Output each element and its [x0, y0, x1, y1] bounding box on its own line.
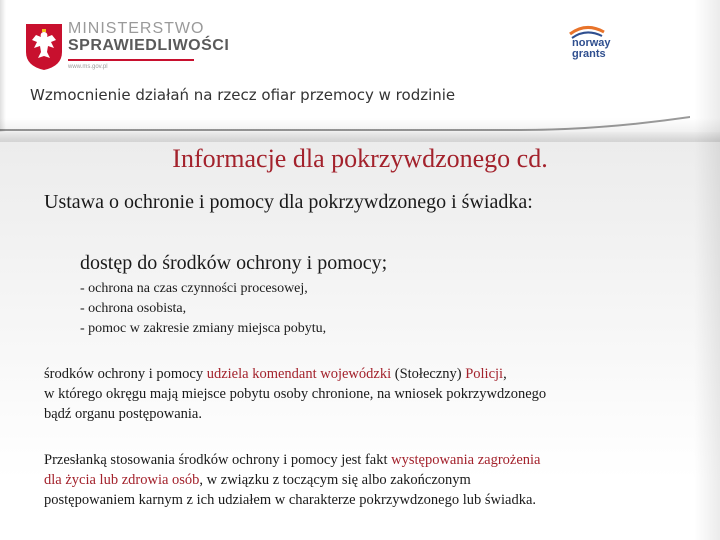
highlight-segment: udziela komendant wojewódzki — [206, 366, 392, 382]
text-segment: środków ochrony i pomocy — [44, 366, 207, 382]
right-edge-shade — [694, 0, 720, 540]
list-item: - pomoc w zakresie zmiany miejsca pobytu, — [80, 321, 327, 336]
norway-grants-line1: norway — [572, 37, 611, 49]
protection-list — [80, 279, 326, 339]
text-segment: (Stołeczny) — [391, 366, 466, 382]
ministry-url: www.ms.gov.pl — [68, 64, 108, 70]
header — [0, 0, 720, 132]
left-edge-shade — [0, 0, 6, 132]
polish-eagle-emblem-icon — [24, 22, 64, 72]
ministry-name-line2: SPRAWIEDLIWOŚCI — [68, 37, 230, 54]
highlight-segment: Policji — [465, 366, 504, 382]
paragraph-line: w którego okręgu mają miejsce pobytu osoby chronione, na wniosek pokrzywdzonego — [44, 386, 547, 402]
access-line: dostęp do środków ochrony i pomocy; — [80, 252, 388, 274]
list-item: - ochrona osobista, — [80, 301, 187, 316]
paragraph-line: bądź organu postępowania. — [44, 406, 202, 422]
paragraph-police — [44, 364, 546, 424]
text-segment: , w związku z toczącym się albo zakończonym — [199, 472, 471, 488]
paragraph-premise — [44, 450, 541, 510]
paragraph-line: postępowaniem karnym z ich udziałem w charakterze pokrzywdzonego lub świadka. — [44, 492, 537, 508]
law-subtitle: Ustawa o ochronie i pomocy dla pokrzywdzonego i świadka: — [44, 191, 533, 213]
ministry-divider — [68, 59, 194, 61]
header-shadow — [0, 118, 720, 142]
highlight-segment: występowania zagrożenia — [391, 452, 541, 468]
norway-grants-logo — [572, 38, 611, 60]
list-item: - ochrona na czas czynności procesowej, — [80, 281, 308, 296]
text-segment: Przesłanką stosowania środków ochrony i pomocy jest fakt — [44, 452, 392, 468]
project-title: Wzmocnienie działań na rzecz ofiar przemocy w rodzinie — [30, 86, 456, 104]
text-segment: , — [503, 366, 507, 382]
paragraph-line — [44, 450, 541, 470]
ministry-name-line1: MINISTERSTWO — [68, 20, 205, 37]
paragraph-line — [44, 470, 541, 490]
highlight-segment: dla życia lub zdrowia osób — [44, 472, 200, 488]
slide-title: Informacje dla pokrzywdzonego cd. — [172, 144, 548, 173]
ministry-name — [68, 20, 229, 54]
norway-grants-line2: grants — [572, 48, 606, 60]
paragraph-line — [44, 364, 546, 384]
